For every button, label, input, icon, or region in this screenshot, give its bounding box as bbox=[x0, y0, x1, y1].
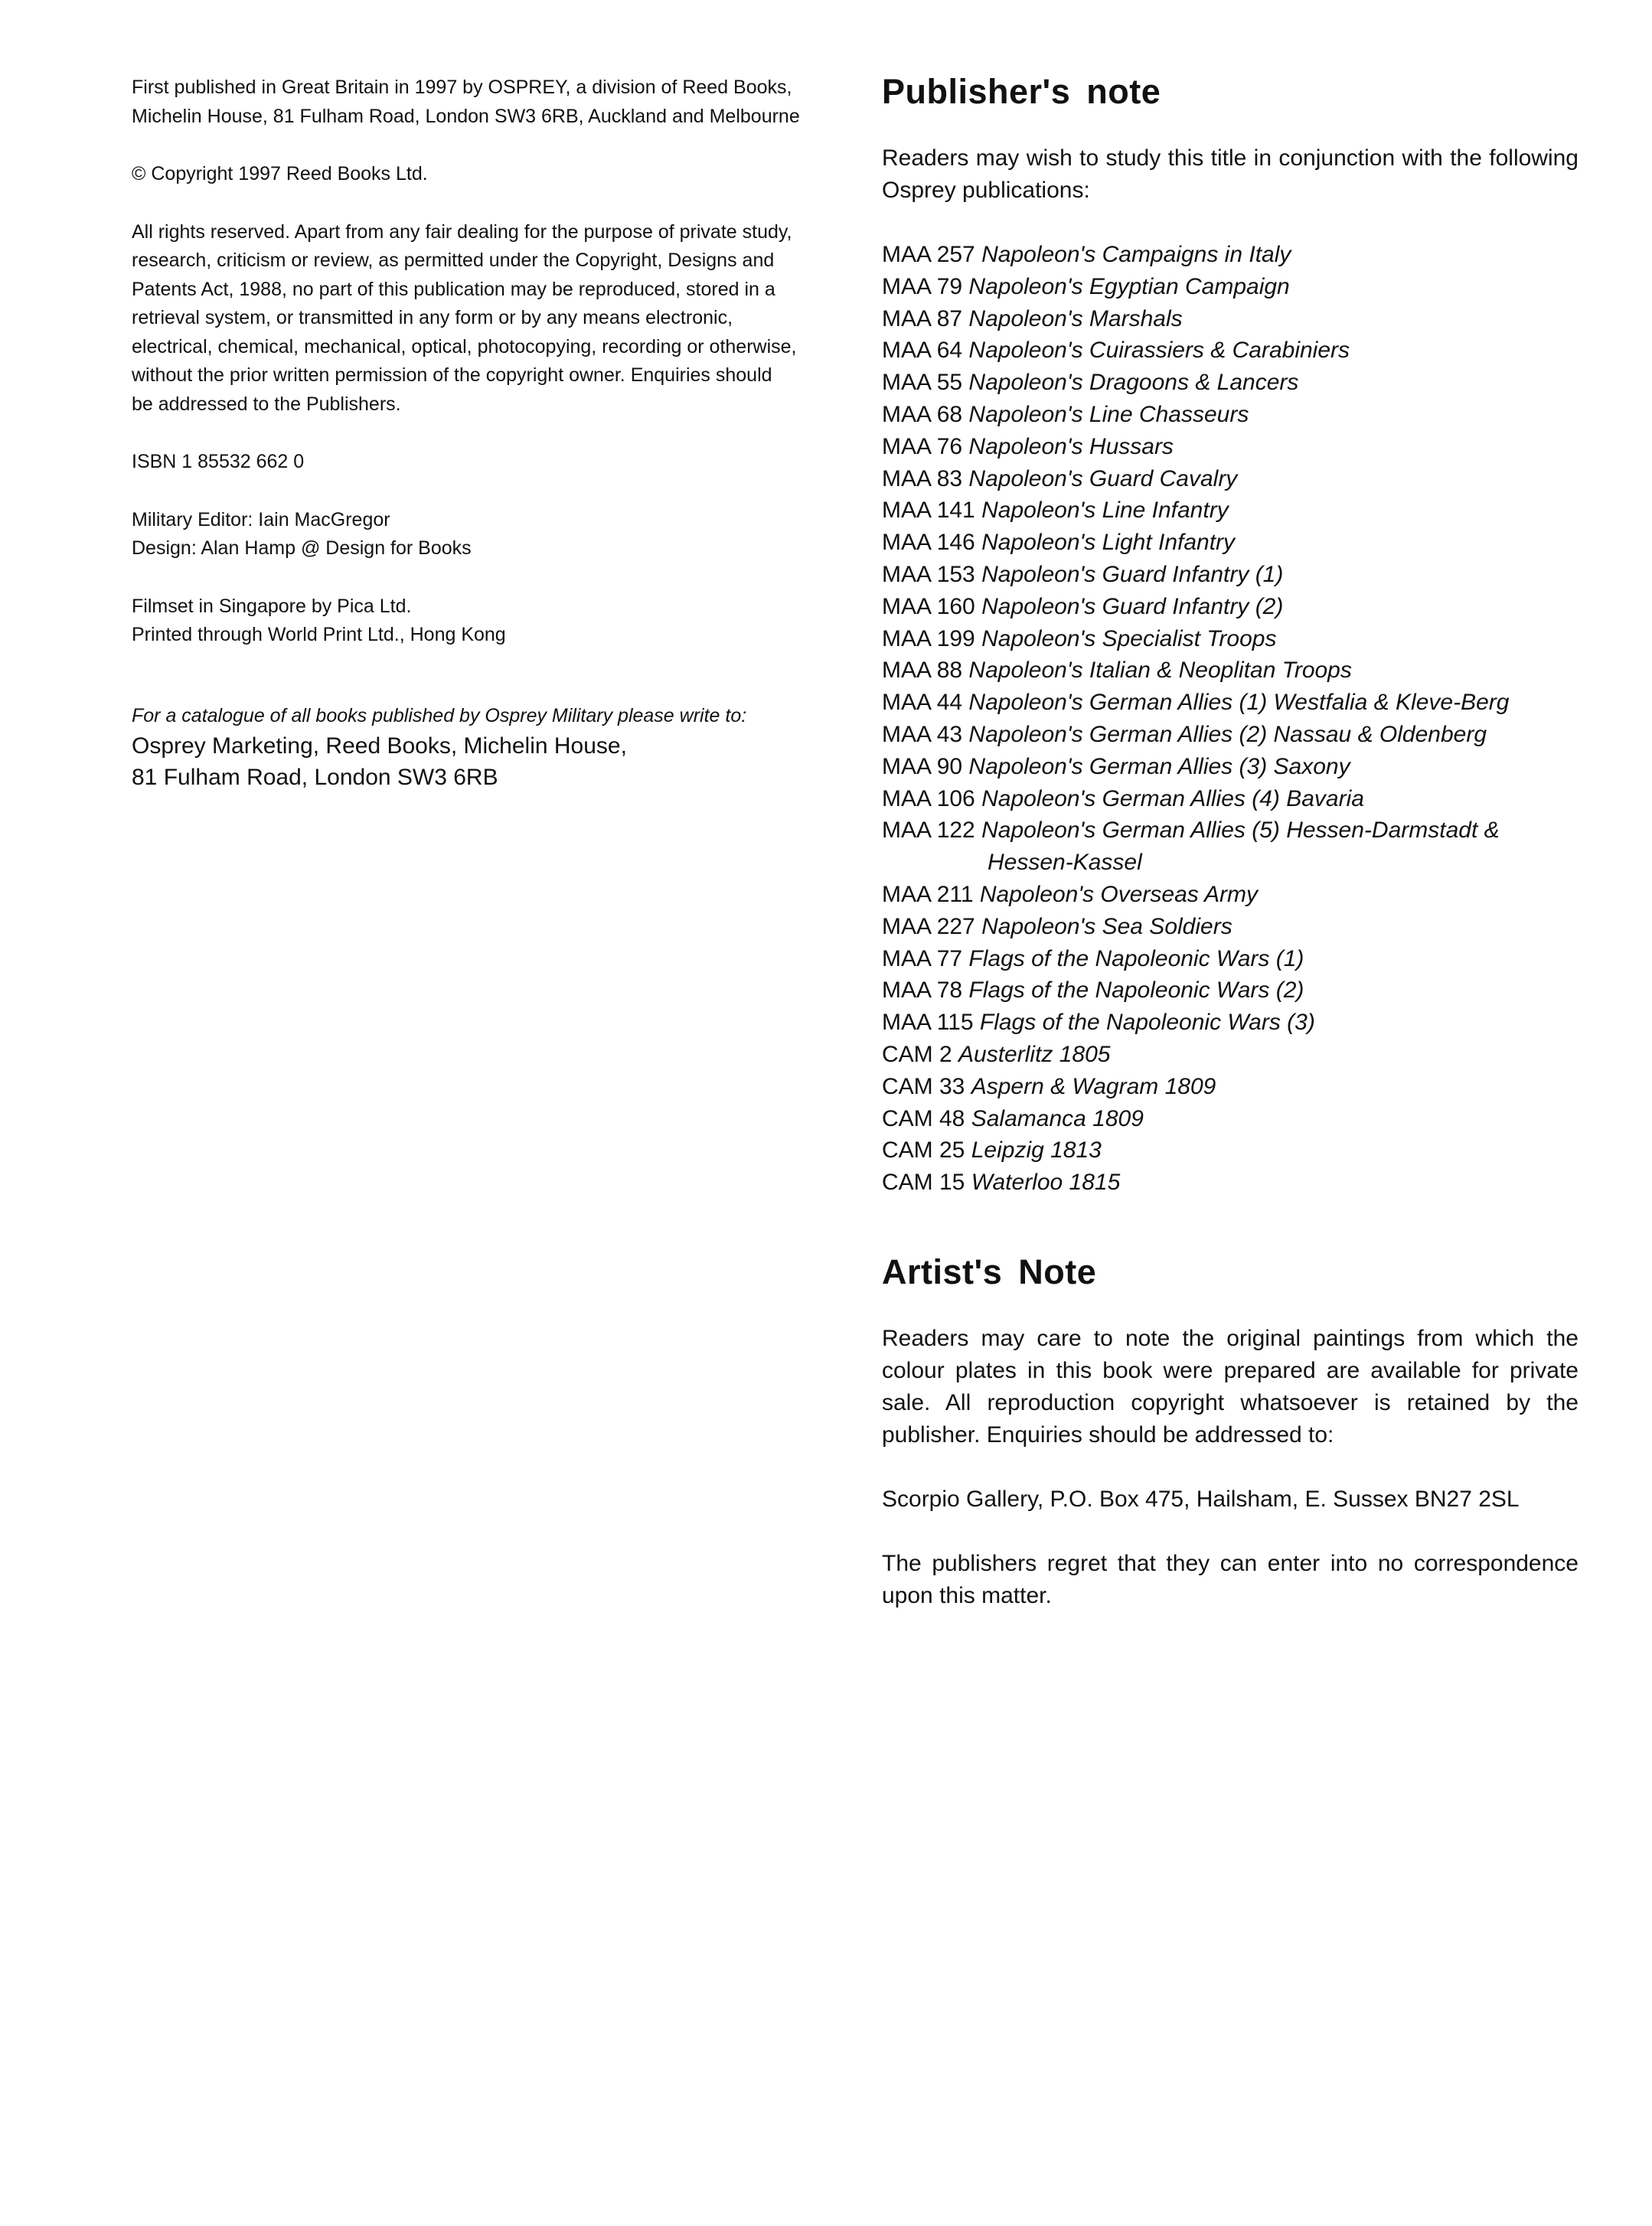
publication-code: MAA 64 bbox=[882, 338, 963, 364]
publication-code: MAA 79 bbox=[882, 273, 963, 299]
publication-title: Napoleon's Line Infantry bbox=[981, 498, 1229, 524]
publication-code: MAA 68 bbox=[882, 401, 963, 427]
publication-code: MAA 55 bbox=[882, 370, 963, 396]
publication-item bbox=[882, 399, 1579, 431]
publication-title: Napoleon's Hussars bbox=[968, 433, 1174, 459]
publication-code: MAA 153 bbox=[882, 561, 975, 587]
publication-item bbox=[882, 1071, 1579, 1103]
publication-title: Napoleon's Light Infantry bbox=[981, 530, 1236, 556]
publication-item bbox=[882, 974, 1579, 1007]
publication-item bbox=[882, 367, 1579, 399]
publication-title: Napoleon's Guard Cavalry bbox=[968, 465, 1238, 491]
publication-statement bbox=[132, 73, 836, 131]
catalogue-address-line: Osprey Marketing, Reed Books, Michelin House, bbox=[132, 733, 627, 759]
design-credit: Design: Alan Hamp @ Design for Books bbox=[132, 537, 472, 559]
printing-credits bbox=[132, 592, 836, 650]
publication-code: MAA 106 bbox=[882, 785, 975, 811]
publication-title: Napoleon's German Allies (2) Nassau & Oldenberg bbox=[968, 721, 1487, 747]
publication-title: Flags of the Napoleonic Wars (1) bbox=[968, 945, 1304, 971]
artists-note-disclaimer: The publishers regret that they can enter into no correspondence upon this matter. bbox=[882, 1550, 1579, 1608]
publication-line: First published in Great Britain in 1997 by OSPREY, a division of Reed Books, bbox=[132, 77, 792, 98]
publication-code: MAA 90 bbox=[882, 753, 963, 779]
publication-title: Napoleon's Cuirassiers & Carabiniers bbox=[968, 338, 1350, 364]
publication-item bbox=[882, 943, 1579, 975]
publication-code: MAA 76 bbox=[882, 433, 963, 459]
rights-line: retrieval system, or transmitted in any form or by any means electronic, bbox=[132, 307, 733, 328]
publication-code: MAA 211 bbox=[882, 881, 974, 907]
publication-title: Napoleon's Marshals bbox=[968, 305, 1183, 331]
isbn: ISBN 1 85532 662 0 bbox=[132, 451, 305, 472]
publication-item bbox=[882, 1007, 1579, 1039]
publication-code: CAM 33 bbox=[882, 1073, 965, 1099]
publication-code: MAA 77 bbox=[882, 945, 963, 971]
publication-code: MAA 88 bbox=[882, 658, 963, 684]
publication-item bbox=[882, 687, 1579, 719]
publication-code: MAA 160 bbox=[882, 593, 975, 619]
publication-title: Napoleon's Guard Infantry (2) bbox=[981, 593, 1284, 619]
publication-item bbox=[882, 751, 1579, 783]
publication-title: Leipzig 1813 bbox=[971, 1137, 1102, 1164]
publishers-note-heading: Publisher's note bbox=[882, 72, 1161, 111]
rights-line: Patents Act, 1988, no part of this publication may be reproduced, stored in a bbox=[132, 278, 775, 300]
catalogue-address-line: 81 Fulham Road, London SW3 6RB bbox=[132, 764, 498, 790]
publication-title: Napoleon's Sea Soldiers bbox=[981, 913, 1232, 939]
publication-title: Waterloo 1815 bbox=[971, 1170, 1121, 1196]
publication-code: MAA 87 bbox=[882, 305, 963, 331]
artists-note-paragraph: Readers may care to note the original paintings from which the colour plates in this book were prepared are available for private sale. All reproduction copyright whatsoever is retained by the publisher. Enquiries should be addressed to: bbox=[882, 1325, 1579, 1448]
publication-line: Michelin House, 81 Fulham Road, London SW3 6RB, Auckland and Melbourne bbox=[132, 105, 800, 127]
publication-title: Napoleon's German Allies (3) Saxony bbox=[968, 753, 1350, 779]
publication-item bbox=[882, 814, 1579, 879]
rights-line: without the prior written permission of the copyright owner. Enquiries should bbox=[132, 364, 772, 386]
filmset-credit: Filmset in Singapore by Pica Ltd. bbox=[132, 595, 412, 617]
publication-item bbox=[882, 559, 1579, 591]
publication-title: Aspern & Wagram 1809 bbox=[971, 1073, 1216, 1099]
publication-title: Napoleon's Dragoons & Lancers bbox=[968, 370, 1299, 396]
publication-code: MAA 199 bbox=[882, 625, 975, 651]
publication-item bbox=[882, 431, 1579, 463]
publication-item bbox=[882, 591, 1579, 623]
publication-title: Napoleon's Specialist Troops bbox=[981, 625, 1277, 651]
publication-item bbox=[882, 527, 1579, 559]
publication-title: Flags of the Napoleonic Wars (2) bbox=[968, 978, 1304, 1004]
editor-credits bbox=[132, 506, 836, 563]
publication-item bbox=[882, 783, 1579, 815]
publication-item bbox=[882, 463, 1579, 495]
publication-title: Flags of the Napoleonic Wars (3) bbox=[979, 1010, 1315, 1036]
publication-item bbox=[882, 271, 1579, 303]
publication-item bbox=[882, 911, 1579, 943]
publication-item bbox=[882, 1167, 1579, 1199]
rights-statement bbox=[132, 218, 836, 419]
publication-title: Napoleon's Italian & Neoplitan Troops bbox=[968, 658, 1352, 684]
publication-item bbox=[882, 719, 1579, 751]
publication-title: Napoleon's Egyptian Campaign bbox=[968, 273, 1290, 299]
publication-code: MAA 227 bbox=[882, 913, 975, 939]
publishers-note-intro: Readers may wish to study this title in conjunction with the following Osprey publications: bbox=[882, 145, 1579, 203]
publication-code: MAA 122 bbox=[882, 818, 975, 844]
rights-line: be addressed to the Publishers. bbox=[132, 393, 401, 415]
publication-item bbox=[882, 1039, 1579, 1071]
publication-item bbox=[882, 1103, 1579, 1135]
imprint-column bbox=[132, 73, 836, 793]
rights-line: All rights reserved. Apart from any fair dealing for the purpose of private study, bbox=[132, 220, 792, 243]
publication-item bbox=[882, 1134, 1579, 1167]
publication-code: MAA 141 bbox=[882, 498, 975, 524]
publication-item bbox=[882, 623, 1579, 655]
publication-title: Napoleon's Line Chasseurs bbox=[968, 401, 1249, 427]
publication-code: MAA 78 bbox=[882, 978, 963, 1004]
publication-title: Austerlitz 1805 bbox=[958, 1041, 1111, 1067]
notes-column bbox=[882, 70, 1579, 1612]
publication-title: Salamanca 1809 bbox=[971, 1105, 1144, 1131]
publication-item bbox=[882, 303, 1579, 335]
publication-item bbox=[882, 654, 1579, 687]
printer-credit: Printed through World Print Ltd., Hong Kong bbox=[132, 624, 506, 645]
publication-title: Napoleon's Overseas Army bbox=[979, 881, 1258, 907]
publication-code: MAA 44 bbox=[882, 690, 963, 716]
publication-code: CAM 2 bbox=[882, 1041, 952, 1067]
publication-item bbox=[882, 239, 1579, 271]
publication-list bbox=[882, 239, 1579, 1199]
publication-code: CAM 15 bbox=[882, 1170, 965, 1196]
publication-item bbox=[882, 335, 1579, 367]
publication-code: MAA 257 bbox=[882, 242, 975, 267]
gallery-address: Scorpio Gallery, P.O. Box 475, Hailsham, E. Sussex BN27 2SL bbox=[882, 1486, 1520, 1512]
publication-code: CAM 25 bbox=[882, 1137, 965, 1164]
military-editor: Military Editor: Iain MacGregor bbox=[132, 508, 390, 530]
publication-title: Napoleon's German Allies (5) Hessen-Darmstadt & Hessen-Kassel bbox=[981, 818, 1500, 876]
publication-item bbox=[882, 494, 1579, 527]
artists-note-heading: Artist's Note bbox=[882, 1252, 1097, 1291]
catalogue-intro: For a catalogue of all books published by Osprey Military please write to: bbox=[132, 704, 747, 726]
publication-code: MAA 83 bbox=[882, 465, 963, 491]
publication-title: Napoleon's German Allies (1) Westfalia & Kleve-Berg bbox=[968, 690, 1510, 716]
publication-code: CAM 48 bbox=[882, 1105, 965, 1131]
publication-code: MAA 146 bbox=[882, 530, 975, 556]
rights-line: research, criticism or review, as permitted under the Copyright, Designs and bbox=[132, 250, 775, 271]
publication-title: Napoleon's Campaigns in Italy bbox=[981, 242, 1291, 267]
publication-title: Napoleon's German Allies (4) Bavaria bbox=[981, 785, 1364, 811]
copyright-notice: © Copyright 1997 Reed Books Ltd. bbox=[132, 163, 428, 184]
publication-code: MAA 43 bbox=[882, 721, 963, 747]
publication-item bbox=[882, 879, 1579, 911]
publication-code: MAA 115 bbox=[882, 1010, 974, 1036]
rights-line: electrical, chemical, mechanical, optical, photocopying, recording or otherwise, bbox=[132, 335, 797, 357]
publication-title: Napoleon's Guard Infantry (1) bbox=[981, 561, 1284, 587]
